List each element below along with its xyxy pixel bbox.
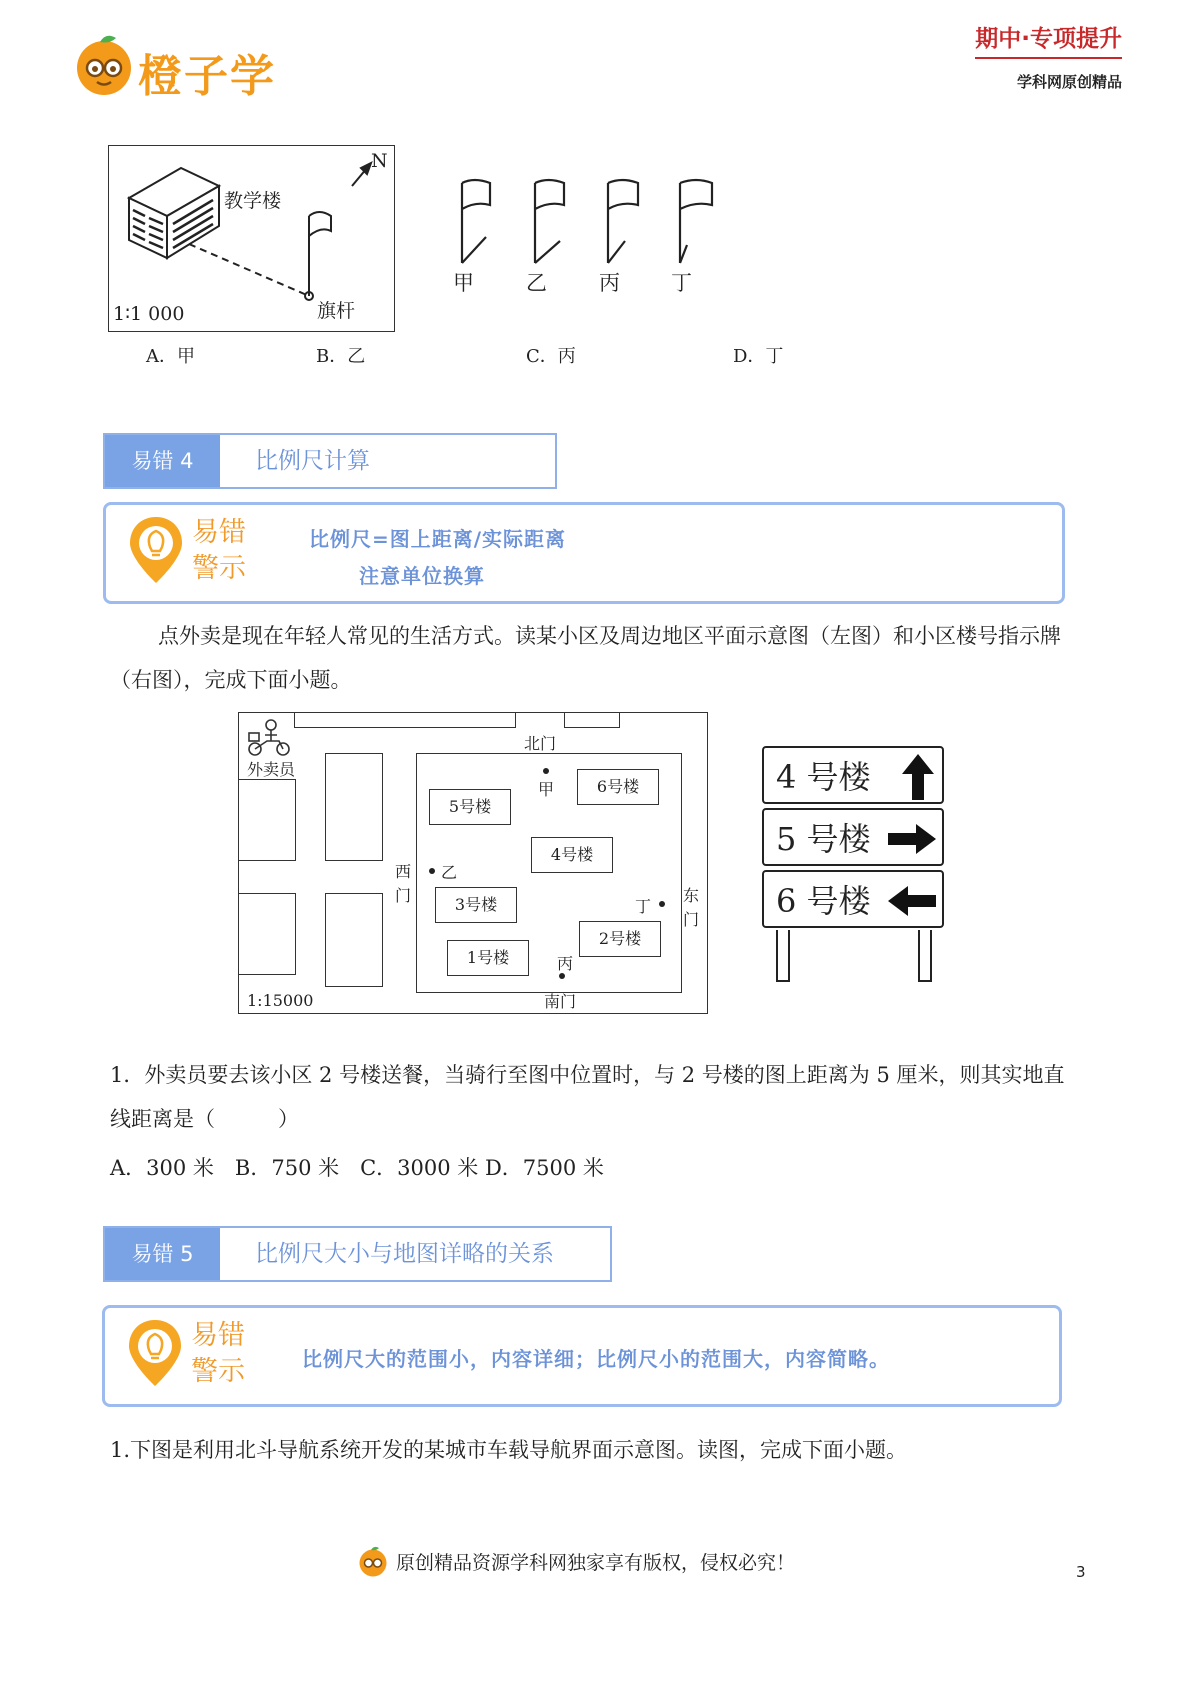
flag-label-ding: 丁 (671, 271, 692, 295)
right-arrow-icon (888, 824, 936, 854)
courier-scooter-icon (245, 717, 293, 757)
sign-row-6 (762, 870, 944, 928)
building-1 (447, 940, 529, 976)
west-gate-label-1: 西 (395, 862, 412, 881)
flag-ding-icon (680, 180, 712, 263)
header-right (975, 20, 1122, 92)
building-2-label: 2号楼 (598, 929, 642, 948)
flag-label-bing: 丙 (599, 271, 620, 295)
west-gate-label-2: 门 (395, 886, 412, 905)
east-gate-label-1: 东 (683, 886, 700, 905)
courier-label: 外卖员 (247, 760, 296, 779)
section-4-tag: 易错 4 (105, 435, 220, 487)
option-c[interactable]: C．丙 (526, 346, 576, 367)
section-5-tag: 易错 5 (105, 1228, 220, 1280)
sign-row-4 (762, 746, 944, 804)
header-title: 期中·专项提升 (975, 20, 1122, 59)
sign-row-4-label: 4 号楼 (776, 758, 871, 796)
scale-label: 1∶1 000 (113, 303, 185, 325)
option-b[interactable]: B．乙 (316, 346, 366, 367)
question-1-text: 1．外卖员要去该小区 2 号楼送餐，当骑行至图中位置时，与 2 号楼的图上距离为 5 厘米，则其实地直线距离是（ ） (110, 1063, 1065, 1131)
left-arrow-icon (888, 886, 936, 916)
flag-jia-icon (462, 180, 490, 263)
north-label: N (371, 150, 388, 172)
building-icon (129, 168, 219, 258)
building-1-label: 1号楼 (466, 948, 510, 967)
warning-text-1: 比例尺大的范围小，内容详细；比例尺小的范围大，内容简略。 (302, 1347, 890, 1371)
up-arrow-icon (902, 754, 934, 800)
next-question-text: 1.下图是利用北斗导航系统开发的某城市车载导航界面示意图。读图，完成下面小题。 (110, 1438, 908, 1462)
point-ding-dot (659, 901, 665, 907)
section-5-warning-box (102, 1305, 1062, 1407)
footer-copyright: 原创精品资源学科网独家享有版权，侵权必究！ (396, 1552, 796, 1574)
residential-map (238, 712, 708, 1014)
point-bing-dot (559, 973, 565, 979)
building-5 (429, 789, 511, 825)
section-5-title: 比例尺大小与地图详略的关系 (255, 1241, 554, 1267)
building-4 (531, 837, 613, 873)
page-number: 3 (1076, 1563, 1086, 1581)
flag-label-jia: 甲 (453, 271, 474, 295)
building-3-label: 3号楼 (454, 895, 498, 914)
warning-text-2: 注意单位换算 (359, 564, 485, 588)
sign-row-5 (762, 808, 944, 866)
logo (70, 30, 138, 98)
flags-drawing (450, 175, 720, 265)
flag-yi-icon (535, 180, 564, 263)
intro-paragraph: 点外卖是现在年轻人常见的生活方式。读某小区及周边地区平面示意图（左图）和小区楼号指示牌（右图），完成下面小题。 (110, 624, 1061, 692)
warning-label-1: 易错 (192, 517, 246, 548)
section-4-header (103, 433, 557, 489)
flagpole-icon (305, 212, 331, 300)
figure-campus-map (108, 145, 395, 332)
building-3 (435, 887, 517, 923)
point-yi-dot (429, 868, 435, 874)
building-6 (577, 769, 659, 805)
building-6-label: 6号楼 (596, 777, 640, 796)
point-jia-dot (543, 768, 549, 774)
building-signboard (762, 746, 952, 996)
flagpole-label: 旗杆 (317, 300, 356, 322)
east-gate-label-2: 门 (683, 910, 700, 929)
building-label: 教学楼 (224, 190, 282, 212)
north-arrow-icon (352, 163, 371, 186)
sign-post-left (776, 930, 790, 982)
warning-label-2: 警示 (192, 553, 246, 584)
point-yi-label: 乙 (441, 863, 458, 882)
flag-options (450, 175, 720, 305)
header-subtitle: 学科网原创精品 (1016, 73, 1122, 91)
building-5-label: 5号楼 (448, 797, 492, 816)
section-4-warning-box (103, 502, 1065, 604)
flag-bing-icon (608, 180, 638, 263)
section-4-title: 比例尺计算 (255, 448, 370, 474)
south-gate-label: 南门 (544, 992, 577, 1011)
warning-text-1: 比例尺=图上距离/实际距离 (309, 527, 567, 551)
option-d[interactable]: D．丁 (733, 346, 784, 367)
point-jia-label: 甲 (538, 780, 555, 799)
north-gate-label: 北门 (524, 734, 557, 753)
point-bing-label: 丙 (557, 954, 574, 973)
warning-label-2: 警示 (191, 1356, 245, 1387)
option-a[interactable]: A．甲 (146, 346, 195, 367)
flag-label-yi: 乙 (526, 271, 547, 295)
map-scale: 1:15000 (247, 991, 314, 1010)
question-1-options[interactable]: A．300 米 B．750 米 C．3000 米 D．7500 米 (110, 1156, 604, 1180)
sign-post-right (918, 930, 932, 982)
section-5-header (103, 1226, 612, 1282)
point-ding-label: 丁 (635, 897, 652, 916)
sign-row-6-label: 6 号楼 (776, 882, 871, 920)
orange-logo-small-icon (356, 1543, 390, 1579)
lightbulb-pin-icon (128, 515, 184, 585)
orange-logo-icon (70, 30, 138, 98)
warning-label-1: 易错 (191, 1320, 245, 1351)
lightbulb-pin-icon (127, 1318, 183, 1388)
building-2 (579, 921, 661, 957)
logo-text: 橙子学 (138, 51, 276, 102)
building-4-label: 4号楼 (550, 845, 594, 864)
sign-row-5-label: 5 号楼 (776, 820, 871, 858)
